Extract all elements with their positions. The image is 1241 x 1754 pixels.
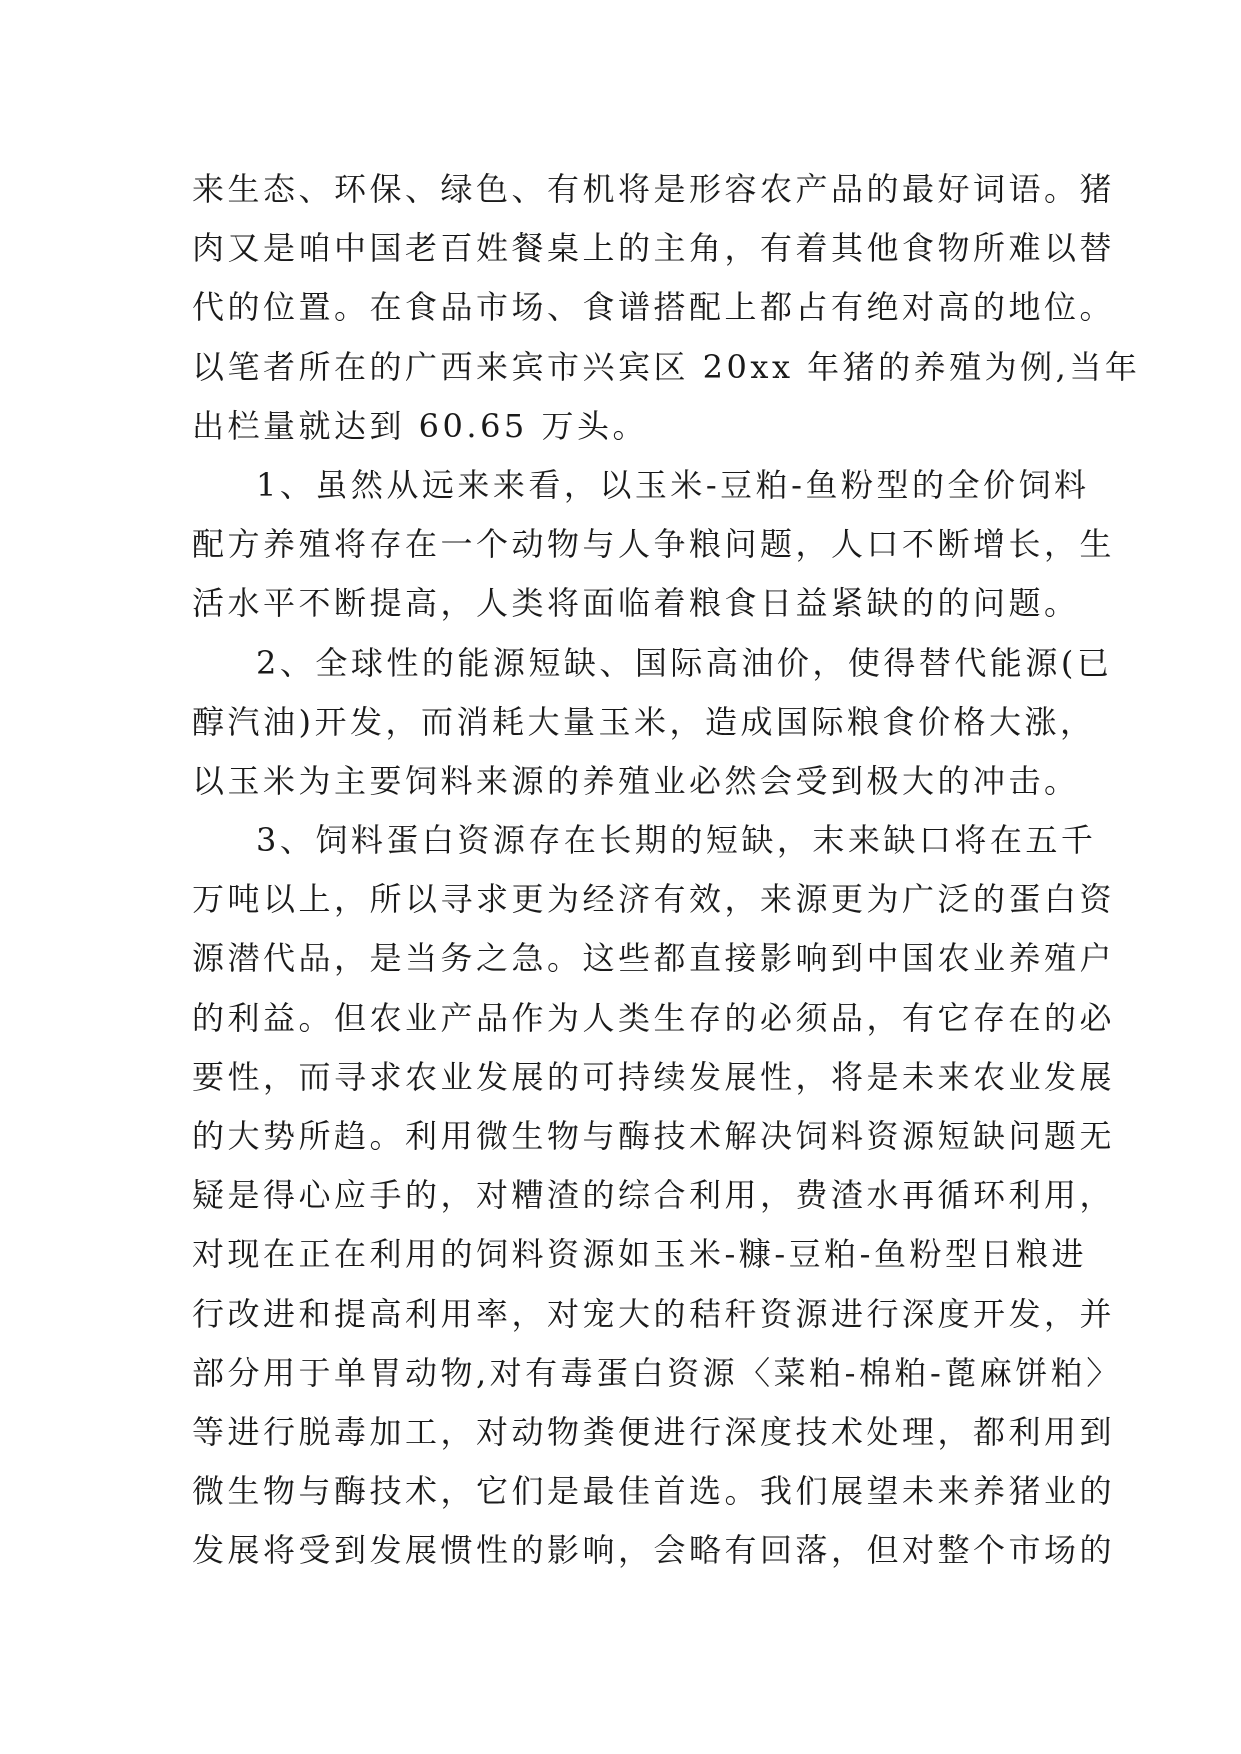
text-line: 部分用于单胃动物,对有毒蛋白资源〈菜粕-棉粕-蓖麻饼粕〉: [192, 1353, 1122, 1392]
text-line: 万吨以上，所以寻求更为经济有效，来源更为广泛的蛋白资: [192, 880, 1116, 919]
text-line: 的利益。但农业产品作为人类生存的必须品，有它存在的必: [192, 998, 1116, 1037]
text-line: 微生物与酶技术，它们是最佳首选。我们展望未来养猪业的: [192, 1472, 1116, 1511]
text-line: 以笔者所在的广西来宾市兴宾区 20xx 年猪的养殖为例,当年: [192, 347, 1141, 386]
text-line: 肉又是咱中国老百姓餐桌上的主角，有着其他食物所难以替: [192, 229, 1116, 268]
body-text: [192, 160, 1141, 1581]
text-line: 2、全球性的能源短缺、国际高油价，使得替代能源(已: [256, 643, 1113, 682]
text-line: 醇汽油)开发，而消耗大量玉米，造成国际粮食价格大涨，: [192, 702, 1096, 741]
text-line: 源潜代品，是当务之急。这些都直接影响到中国农业养殖户: [192, 939, 1116, 978]
text-line: 等进行脱毒加工，对动物粪便进行深度技术处理，都利用到: [192, 1412, 1116, 1451]
text-line: 出栏量就达到 60.65 万头。: [192, 406, 648, 445]
text-line: 的大势所趋。利用微生物与酶技术解决饲料资源短缺问题无: [192, 1117, 1116, 1155]
text-line: 1、虽然从远来来看，以玉米-豆粕-鱼粉型的全价饲料: [256, 465, 1090, 504]
text-line: 发展将受到发展惯性的影响，会略有回落，但对整个市场的: [192, 1531, 1116, 1570]
text-line: 以玉米为主要饲料来源的养殖业必然会受到极大的冲击。: [192, 761, 1080, 800]
text-line: 配方养殖将存在一个动物与人争粮问题，人口不断增长，生: [192, 525, 1116, 564]
text-line: 行改进和提高利用率，对宠大的秸秆资源进行深度开发，并: [192, 1294, 1116, 1333]
text-line: 疑是得心应手的，对糟渣的综合利用，费渣水再循环利用，: [192, 1176, 1116, 1215]
text-line: 对现在正在利用的饲料资源如玉米-糠-豆粕-鱼粉型日粮进: [192, 1235, 1087, 1274]
text-line: 活水平不断提高，人类将面临着粮食日益紧缺的的问题。: [192, 584, 1080, 623]
text-line: 3、饲料蛋白资源存在长期的短缺，末来缺口将在五千: [256, 821, 1097, 860]
text-line: 要性，而寻求农业发展的可持续发展性，将是未来农业发展: [192, 1057, 1116, 1096]
text-line: 来生态、环保、绿色、有机将是形容农产品的最好词语。猪: [192, 170, 1116, 208]
text-line: 代的位置。在食品市场、食谱搭配上都占有绝对高的地位。: [192, 288, 1116, 327]
